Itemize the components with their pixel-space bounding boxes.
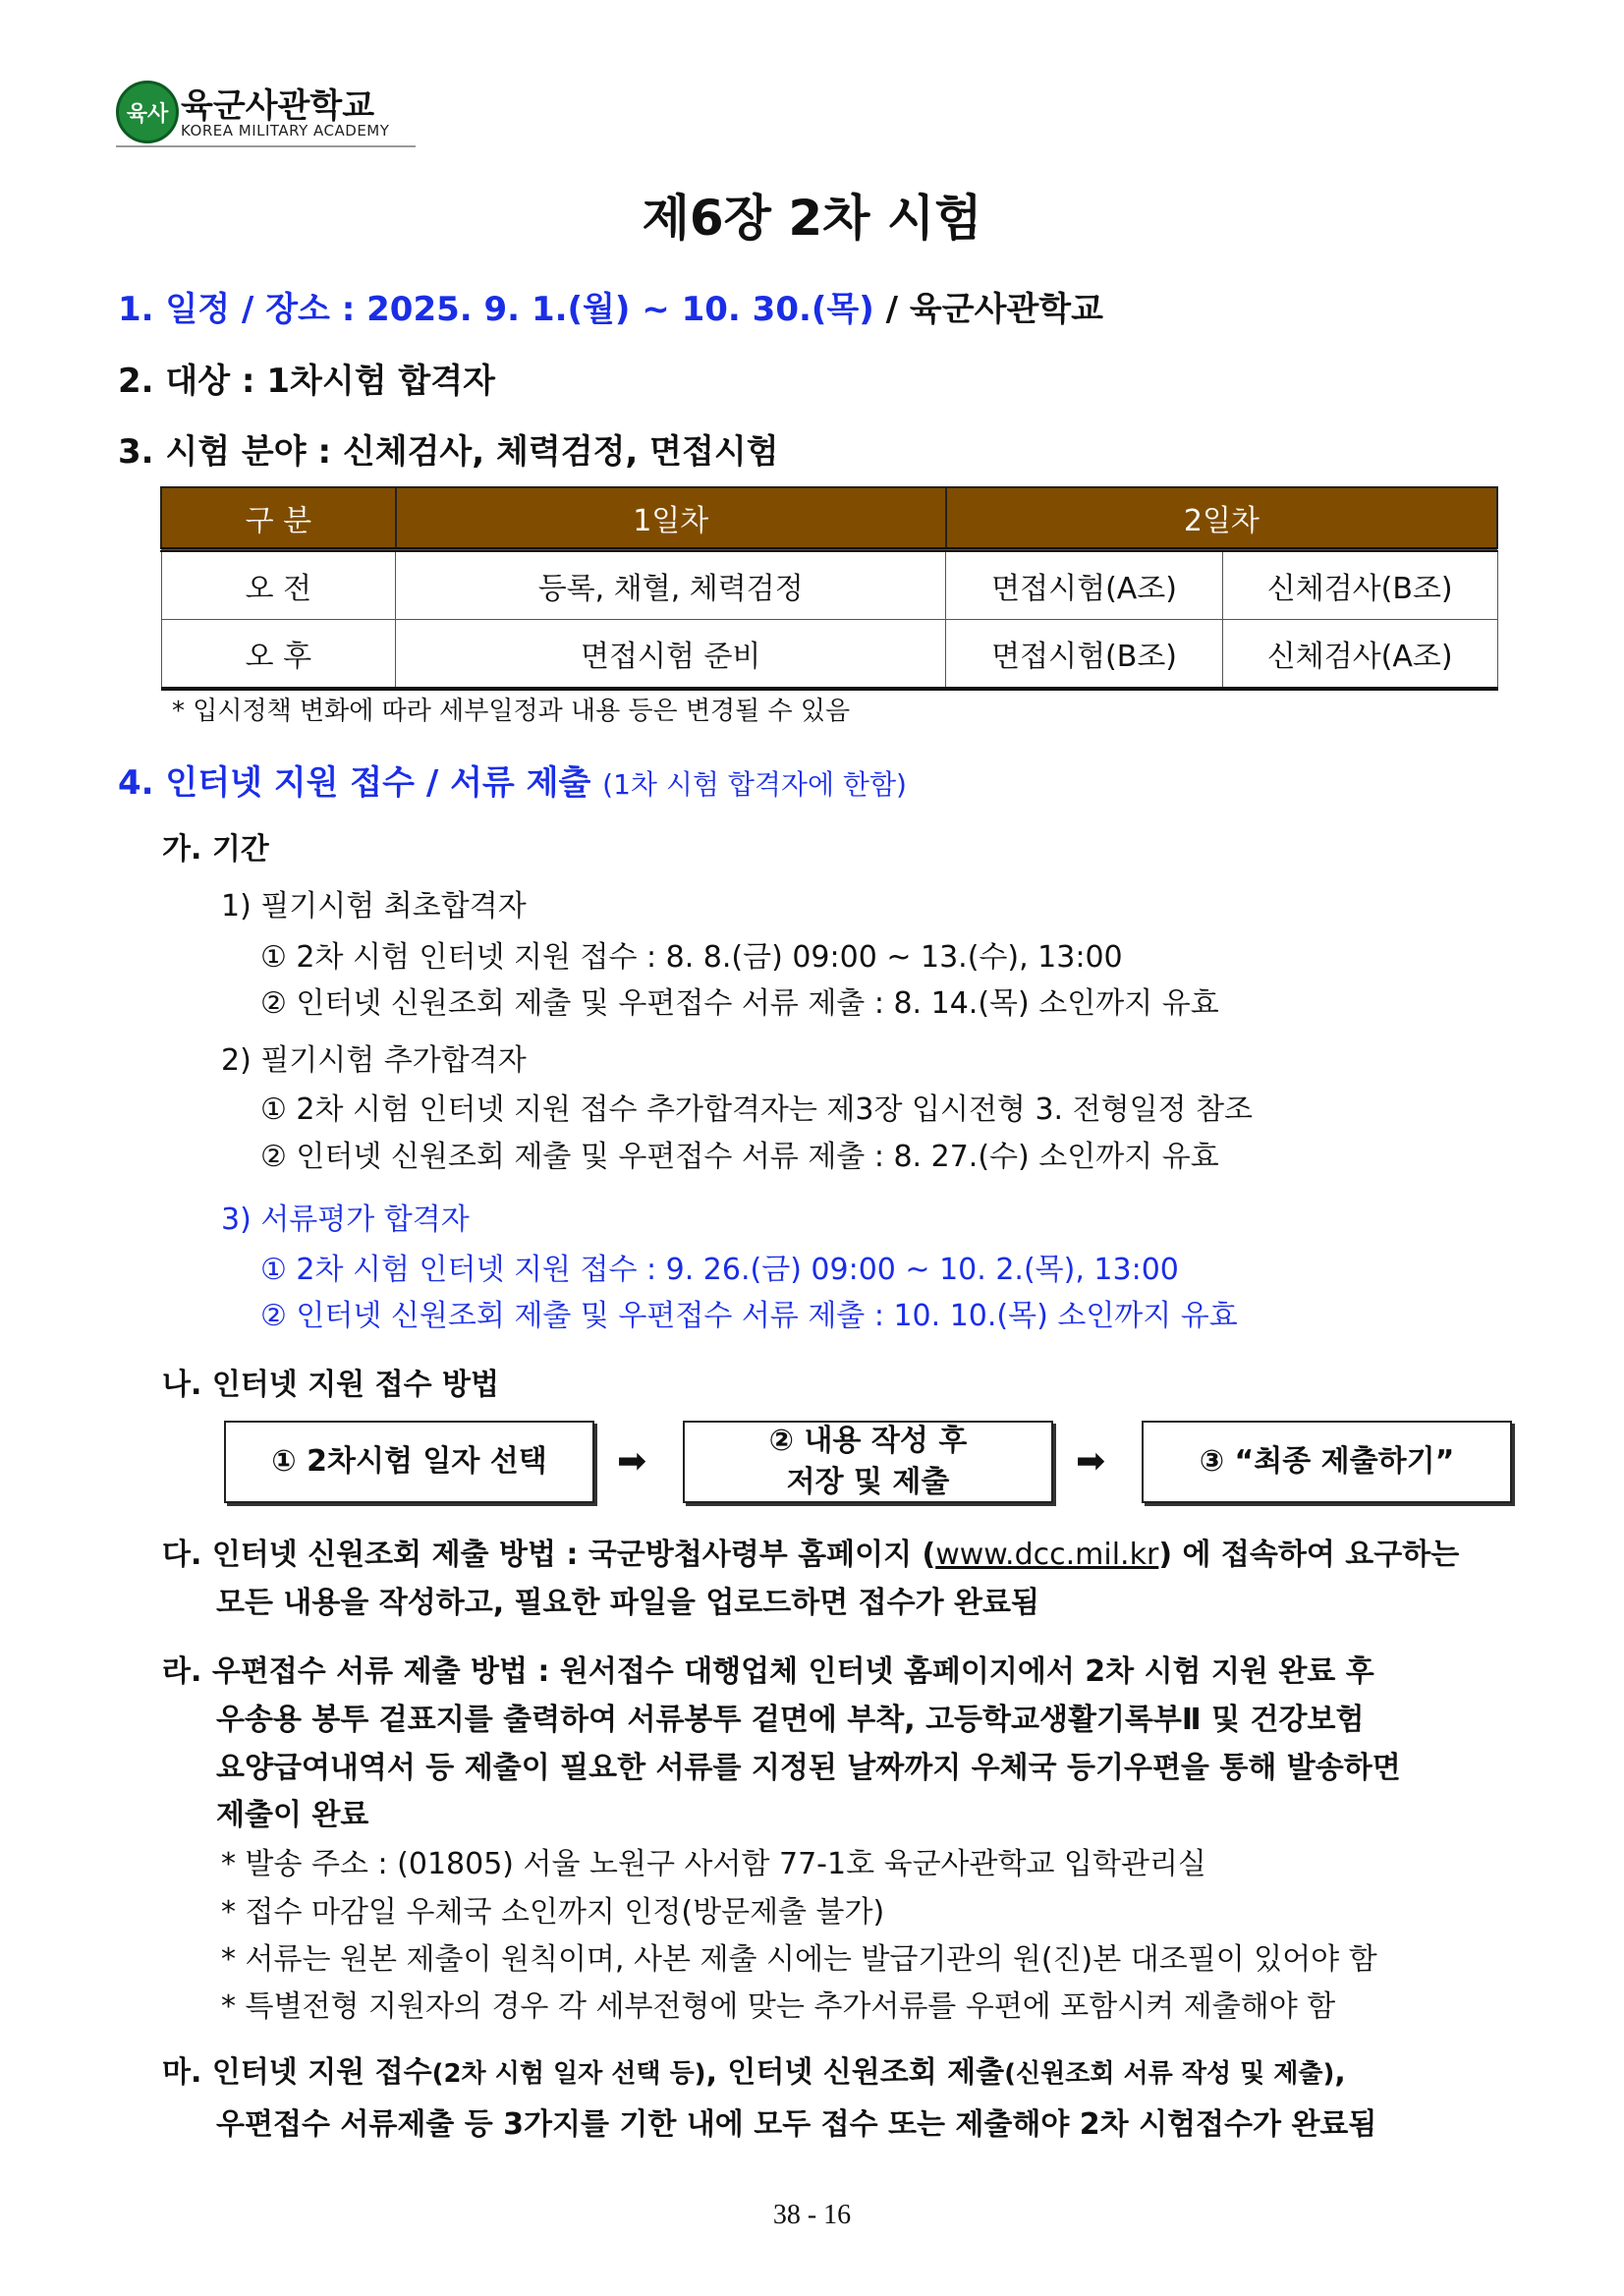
header-category: 구 분 <box>161 487 396 550</box>
ra-note: * 특별전형 지원자의 경우 각 세부전형에 맞는 추가서류를 우편에 포함시켜 제출해야 함 <box>221 1989 1336 2024</box>
academy-logo <box>116 79 416 147</box>
step-1-box: ① 2차시험 일자 선택 <box>224 1421 594 1503</box>
section-2: 2. 대상 : 1차시험 합격자 <box>118 362 495 401</box>
da-line-1 <box>162 1540 1459 1570</box>
step-2-box: ② 내용 작성 후 저장 및 제출 <box>683 1421 1053 1503</box>
logo-rule <box>116 145 416 147</box>
ra-line: 요양급여내역서 등 제출이 필요한 서류를 지정된 날짜까지 우체국 등기우편을 통해 발송하면 <box>216 1751 1401 1785</box>
da-tail: ) 에 접속하여 요구하는 <box>1158 1538 1460 1572</box>
section-3: 3. 시험 분야 : 신체검사, 체력검정, 면접시험 <box>118 432 779 472</box>
section-4-sub: (1차 시험 합격자에 한함) <box>602 768 907 801</box>
day1-cell: 면접시험 준비 <box>396 620 946 690</box>
row-label: 오 후 <box>161 620 396 690</box>
da-line-2: 모든 내용을 작성하고, 필요한 파일을 업로드하면 접수가 완료됨 <box>216 1586 1039 1620</box>
day2-cell: 신체검사(B조) <box>1222 550 1497 620</box>
section-4-title: 4. 인터넷 지원 접수 / 서류 제출 <box>118 763 591 803</box>
ga-item-line: ② 인터넷 신원조회 제출 및 우편접수 서류 제출 : 8. 27.(수) 소인까지 유효 <box>260 1140 1219 1174</box>
ga-item-line: ① 2차 시험 인터넷 지원 접수 추가합격자는 제3장 입시전형 3. 전형일정 참조 <box>260 1092 1254 1127</box>
day2-cell: 면접시험(A조) <box>946 550 1223 620</box>
ga-item-line: ② 인터넷 신원조회 제출 및 우편접수 서류 제출 : 8. 14.(목) 소인까지 유효 <box>260 986 1219 1021</box>
ma-part: 마. 인터넷 지원 접수 <box>162 2055 432 2090</box>
table-row <box>161 550 1497 620</box>
schedule-table <box>160 486 1498 691</box>
dcc-link[interactable]: www.dcc.mil.kr <box>935 1538 1159 1572</box>
na-title: 나. 인터넷 지원 접수 방법 <box>162 1368 499 1402</box>
table-row <box>161 620 1497 690</box>
da-lead: 다. 인터넷 신원조회 제출 방법 : 국군방첩사령부 홈페이지 ( <box>162 1538 936 1572</box>
ra-line: 제출이 완료 <box>216 1798 369 1832</box>
location-text: / 육군사관학교 <box>873 290 1103 329</box>
logo-name-en: KOREA MILITARY ACADEMY <box>181 122 390 140</box>
ma-part: , 인터넷 신원조회 제출 <box>705 2055 1005 2090</box>
day2-cell: 면접시험(B조) <box>946 620 1223 690</box>
ma-line-2: 우편접수 서류제출 등 3가지를 기한 내에 모두 접수 또는 제출해야 2차 시험접수가 완료됨 <box>216 2107 1377 2142</box>
header-day2: 2일차 <box>946 487 1497 550</box>
arrow-right-icon: ➡ <box>1076 1441 1106 1482</box>
day2-cell: 신체검사(A조) <box>1222 620 1497 690</box>
step-3-box: ③ “최종 제출하기” <box>1142 1421 1512 1503</box>
ra-note: * 서류는 원본 제출이 원칙이며, 사본 제출 시에는 발급기관의 원(진)본 대조필이 있어야 함 <box>221 1942 1377 1977</box>
ma-part: (신원조회 서류 작성 및 제출) <box>1004 2059 1335 2089</box>
ga-item-line: ① 2차 시험 인터넷 지원 접수 : 9. 26.(금) 09:00 ~ 10. 2.(목), 13:00 <box>260 1253 1179 1287</box>
ga-item-line: ① 2차 시험 인터넷 지원 접수 : 8. 8.(금) 09:00 ~ 13.(수), 13:00 <box>260 940 1123 975</box>
ma-part: , <box>1334 2055 1346 2090</box>
logo-name-kr: 육군사관학교 <box>181 86 375 126</box>
schedule-text: 1. 일정 / 장소 : 2025. 9. 1.(월) ~ 10. 30.(목) <box>118 290 874 329</box>
ma-line-1 <box>162 2055 1346 2090</box>
day1-cell: 등록, 채혈, 체력검정 <box>396 550 946 620</box>
ga-item-title: 3) 서류평가 합격자 <box>221 1203 470 1237</box>
row-label: 오 전 <box>161 550 396 620</box>
ga-item-line: ② 인터넷 신원조회 제출 및 우편접수 서류 제출 : 10. 10.(목) 소인까지 유효 <box>260 1299 1238 1333</box>
ra-note: * 접수 마감일 우체국 소인까지 인정(방문제출 불가) <box>221 1895 885 1930</box>
ra-line: 라. 우편접수 서류 제출 방법 : 원서접수 대행업체 인터넷 홈페이지에서 2차 시험 지원 완료 후 <box>162 1654 1374 1689</box>
section-4 <box>118 763 907 803</box>
ga-title: 가. 기간 <box>162 832 269 867</box>
ra-note: * 발송 주소 : (01805) 서울 노원구 사서함 77-1호 육군사관학교 입학관리실 <box>221 1847 1206 1881</box>
table-note: * 입시정책 변화에 따라 세부일정과 내용 등은 변경될 수 있음 <box>172 697 851 726</box>
seal-icon: 육사 <box>116 81 179 143</box>
ga-item-title: 2) 필기시험 추가합격자 <box>221 1043 527 1078</box>
page-number: 38 - 16 <box>772 2200 852 2230</box>
arrow-right-icon: ➡ <box>617 1441 647 1482</box>
page-title: 제6장 2차 시험 <box>642 190 982 247</box>
section-1 <box>118 290 1103 329</box>
ra-line: 우송용 봉투 겉표지를 출력하여 서류봉투 겉면에 부착, 고등학교생활기록부Ⅱ 및 건강보험 <box>216 1703 1365 1737</box>
ga-item-title: 1) 필기시험 최초합격자 <box>221 889 527 924</box>
header-day1: 1일차 <box>396 487 946 550</box>
ma-part: (2차 시험 일자 선택 등) <box>431 2059 706 2089</box>
